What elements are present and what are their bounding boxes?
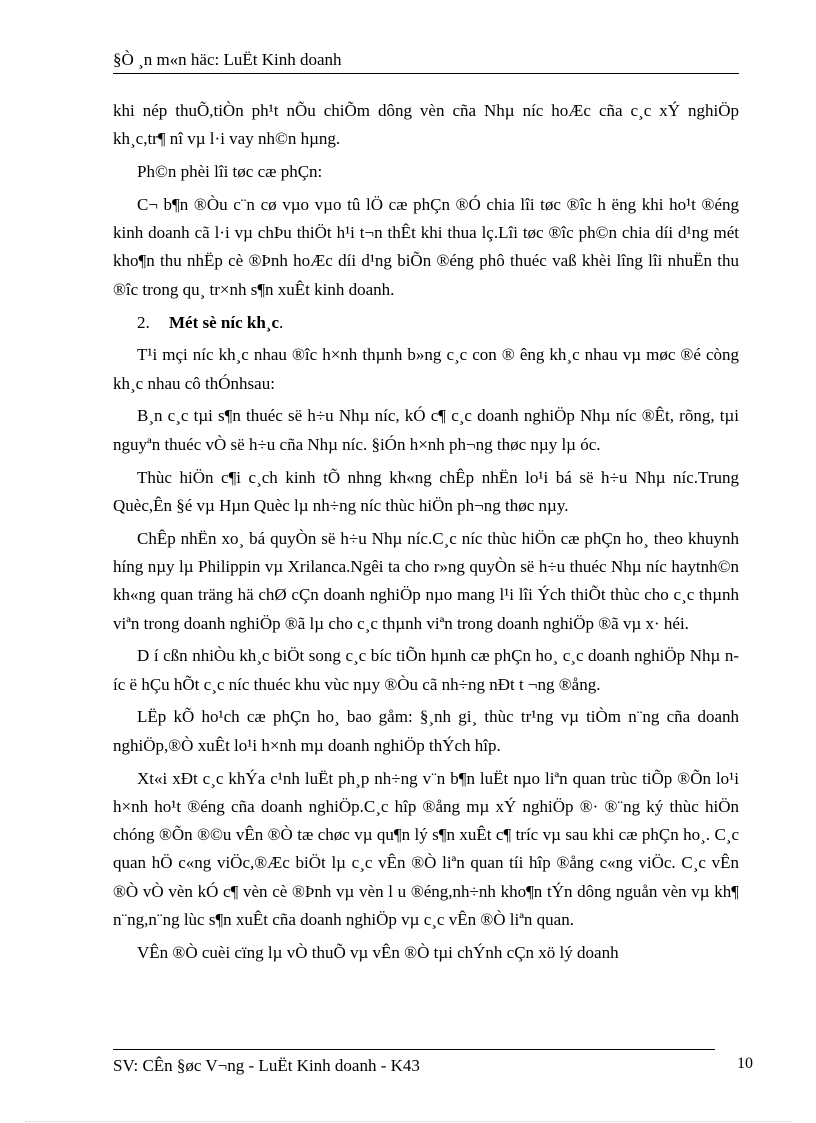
- paragraph: LËp kÕ ho¹ch cæ phÇn ho¸ bao gåm: §¸nh gi¸ thùc tr¹ng vµ tiÒm n¨ng cña doanh nghiÖp,®Ò xuÊt lo¹i h×nh mµ doanh nghiÖp thÝch hîp.: [113, 707, 739, 755]
- paragraph: Ph©n phèi lîi tøc cæ phÇn:: [137, 162, 323, 182]
- paragraph: T¹i mçi níc kh¸c nhau ®îc h×nh thµnh b»ng c¸c con ® êng kh¸c nhau vµ møc ®é còng kh¸c nhau cô thÓnhsau:: [113, 345, 739, 393]
- paragraph: C¬ b¶n ®Òu c¨n cø vµo vµo tû lÖ cæ phÇn ®Ó chia lîi tøc ®îc h ëng khi ho¹t ®éng kinh doanh cã l·i vµ chÞu thiÖt h¹i t¬n thÊt khi thua lç.Lîi tøc ®îc ph©n chia díi d¹ng mét kho¶n thu nhËp cè ®Þnh hoÆc díi d¹ng biÕn ®éng phô thuéc vaß khèi lîng lîi nhuËn thu ®îc trong qu¸ tr×nh s¶n xuÊt kinh doanh.: [113, 194, 739, 299]
- section-heading: [113, 309, 739, 337]
- paragraph: Xt«i xÐt c¸c khÝa c¹nh luËt ph¸p nh÷ng v¨n b¶n luËt nµo liªn quan trùc tiÕp ®Õn lo¹i h×nh ho¹t ®éng cña doanh nghiÖp.C¸c hîp ®ång mµ xÝ nghiÖp ®· ®¨ng ký thùc hiÖn chóng ®Õn ®©u vÊn ®Ò tæ chøc vµ qu¶n lý s¶n xuÊt c¶ tríc vµ sau khi cæ phÇn ho¸. C¸c quan hÖ c«ng viÖc,®Æc biÖt lµ c¸c vÊn ®Ò liªn quan tíi hîp ®ång c«ng viÖc. C¸c vÊn ®Ò vÒ vèn kÓ c¶ vèn cè ®Þnh vµ vèn l u ®éng,nh÷nh kho¶n tÝn dông nguån vèn vµ kh¶ n¨ng,n¨ng lùc s¶n xuÊt cña doanh nghiÖp vµ c¸c vÊn ®Ò liªn quan.: [113, 768, 739, 930]
- paragraph: B¸n c¸c tµi s¶n thuéc së h÷u Nhµ níc, kÓ c¶ c¸c doanh nghiÖp Nhµ níc ®Êt, rõng, tµi nguyªn thuéc vÒ së h÷u cña Nhµ níc. §iÓn h×nh ph¬ng thøc nµy lµ óc.: [113, 406, 739, 454]
- section-title: Mét sè níc kh¸c: [169, 312, 280, 332]
- footer-divider: [113, 1049, 715, 1050]
- document-body: [113, 97, 739, 972]
- page-number: 10: [737, 1055, 753, 1072]
- section-title-dot: .: [279, 312, 284, 332]
- paragraph: ChÊp nhËn xo¸ bá quyÒn së h÷u Nhµ níc.C¸c níc thùc hiÖn cæ phÇn ho¸ theo khuynh híng nµy lµ Philippin vµ Xrilanca.Ngêi ta cho r»ng quyÒn së h÷u thuéc Nhµ níc haytnh©n kh«ng quan träng hä chØ cÇn doanh nghiÖp nµo mang l¹i lîi Ých thiÕt thùc cho c¸c thµnh viªn trong doanh nghiÖp ®ã lµ cho c¸c thµnh viªn trong doanh nghiÖp ®ã vµ x· héi.: [113, 528, 739, 633]
- page-header: §Ò ¸n m«n häc: LuËt Kinh doanh: [113, 50, 739, 74]
- page-bottom-edge: [25, 1121, 791, 1122]
- paragraph: khi nép thuÕ,tiÒn ph¹t nÕu chiÕm dông vèn cña Nhµ níc hoÆc cña c¸c xÝ nghiÖp kh¸c,tr¶ nî vµ l·i vay nh©n hµng.: [113, 101, 739, 149]
- section-number: 2.: [137, 312, 150, 332]
- paragraph: D í cßn nhiÒu kh¸c biÖt song c¸c bíc tiÕn hµnh cæ phÇn ho¸ c¸c doanh nghiÖp Nhµ níc ë hÇu hÕt c¸c níc thuéc khu vùc nµy ®Òu cã nh÷ng nÐt t ¬ng ®ång.: [113, 646, 739, 694]
- paragraph: VÊn ®Ò cuèi cïng lµ vÒ thuÕ vµ vÊn ®Ò tµi chÝnh cÇn xö lý doanh: [137, 942, 619, 962]
- paragraph: Thùc hiÖn c¶i c¸ch kinh tÕ nhng kh«ng chÊp nhËn lo¹i bá së h÷u Nhµ níc.Trung Quèc,Ên §é vµ Hµn Quèc lµ nh÷ng níc thùc hiÖn ph¬ng thøc nµy.: [113, 467, 739, 515]
- page-footer: SV: CÊn §øc V¬ng - LuËt Kinh doanh - K43: [113, 1056, 420, 1075]
